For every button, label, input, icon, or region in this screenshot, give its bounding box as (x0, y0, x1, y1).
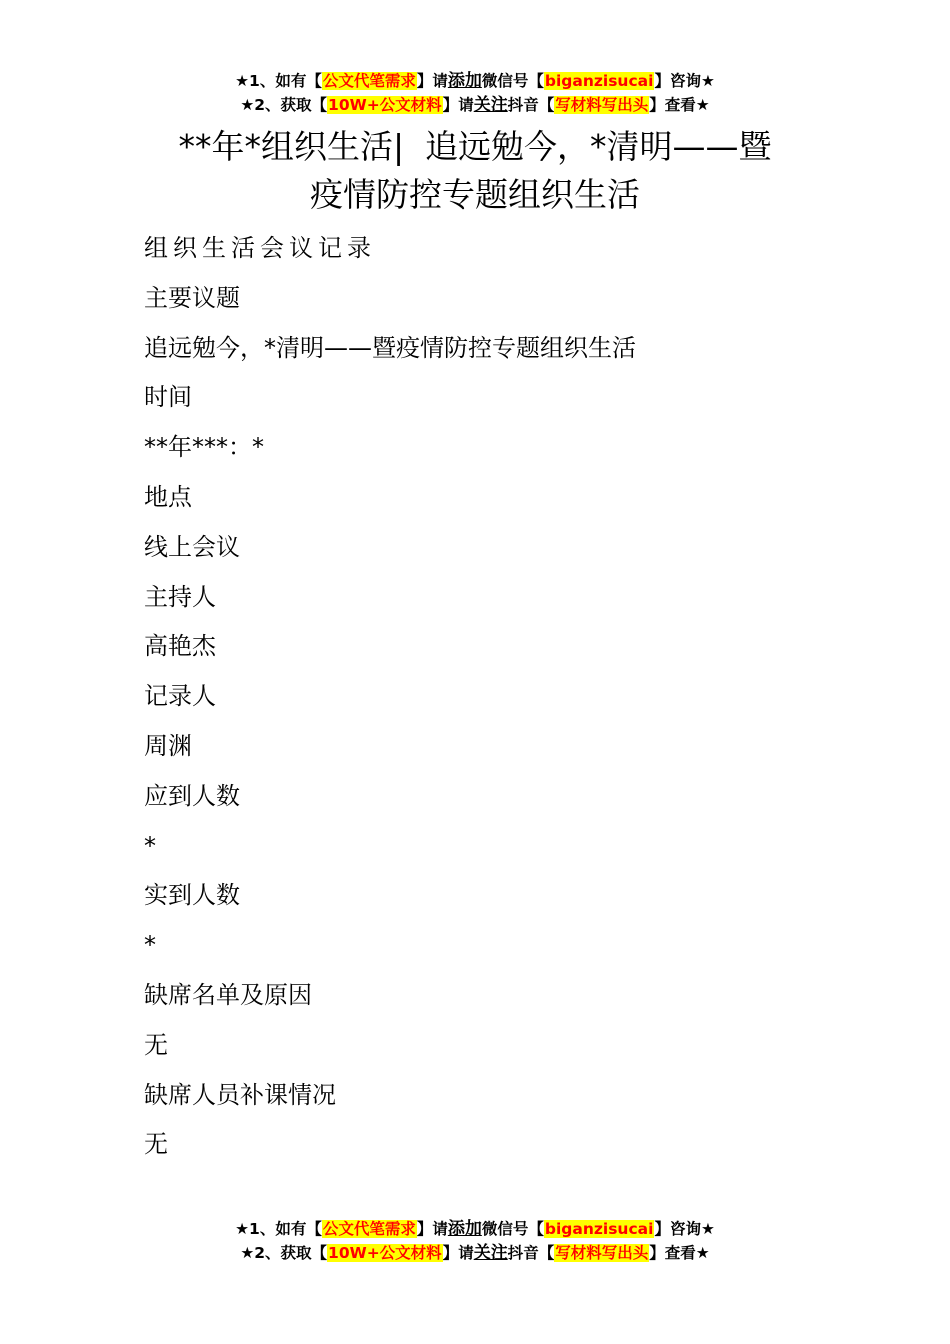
record-label-expected: 应到人数 (144, 781, 240, 810)
banner-text: 】查看★ (649, 96, 710, 114)
record-label-location: 地点 (144, 482, 192, 511)
record-label-time: 时间 (144, 383, 192, 412)
banner-highlight: 公文代笔需求 (322, 1220, 416, 1238)
banner-text: 】咨询★ (654, 1220, 715, 1238)
document-title (100, 123, 850, 219)
record-label-actual: 实到人数 (144, 881, 240, 910)
record-value-absent: 无 (144, 1030, 168, 1059)
banner-highlight: 公文代笔需求 (322, 72, 416, 90)
banner-text: 】咨询★ (654, 72, 715, 90)
banner-text: 抖音【 (507, 1244, 555, 1262)
banner-text: 】请 (416, 72, 448, 90)
banner-text: ★1、如有【 (235, 1220, 322, 1238)
title-line-2: 疫情防控专题组织生活 (310, 175, 640, 214)
banner-underline: 关注 (473, 95, 508, 115)
record-value-topic: 追远勉今，*清明——暨疫情防控专题组织生活 (144, 333, 636, 362)
banner-douyin-name: 写材料写出头 (555, 1244, 649, 1262)
banner-underline: 添加 (447, 71, 482, 91)
record-heading: 组织生活会议记录 (144, 234, 376, 262)
record-value-expected: * (144, 831, 156, 860)
banner-text: 抖音【 (507, 96, 555, 114)
record-label-topic: 主要议题 (144, 283, 240, 312)
banner-text: ★2、获取【 (240, 96, 328, 114)
banner-text: ★2、获取【 (240, 1244, 328, 1262)
banner-text: 】请 (442, 96, 474, 114)
record-label-host: 主持人 (144, 582, 216, 611)
record-label-makeup: 缺席人员补课情况 (144, 1080, 336, 1109)
banner-underline: 关注 (473, 1243, 508, 1263)
banner-highlight: 10W+公文材料 (328, 1244, 442, 1262)
banner-text: 】查看★ (649, 1244, 710, 1262)
banner-text: 微信号【 (481, 72, 544, 90)
record-label-absent: 缺席名单及原因 (144, 980, 312, 1009)
title-line-1: **年*组织生活| 追远勉今，*清明——暨 (178, 127, 772, 166)
record-value-recorder: 周渊 (144, 731, 192, 760)
banner-line-2 (0, 93, 950, 117)
meeting-record (144, 224, 844, 1170)
banner-line-2 (0, 1241, 950, 1265)
header-banner (0, 69, 950, 117)
record-value-host: 高艳杰 (144, 632, 216, 661)
banner-underline: 添加 (447, 1219, 482, 1239)
record-value-location: 线上会议 (144, 532, 240, 561)
banner-line-1 (0, 69, 950, 93)
banner-text: ★1、如有【 (235, 72, 322, 90)
record-label-recorder: 记录人 (144, 682, 216, 711)
banner-wechat-id: biganzisucai (544, 1220, 654, 1238)
banner-douyin-name: 写材料写出头 (555, 96, 649, 114)
record-value-time: **年***：* (144, 433, 264, 462)
record-value-actual: * (144, 931, 156, 960)
banner-text: 】请 (442, 1244, 474, 1262)
banner-text: 微信号【 (481, 1220, 544, 1238)
record-value-makeup: 无 (144, 1130, 168, 1159)
banner-wechat-id: biganzisucai (544, 72, 654, 90)
banner-line-1 (0, 1217, 950, 1241)
banner-highlight: 10W+公文材料 (328, 96, 442, 114)
footer-banner (0, 1217, 950, 1265)
banner-text: 】请 (416, 1220, 448, 1238)
